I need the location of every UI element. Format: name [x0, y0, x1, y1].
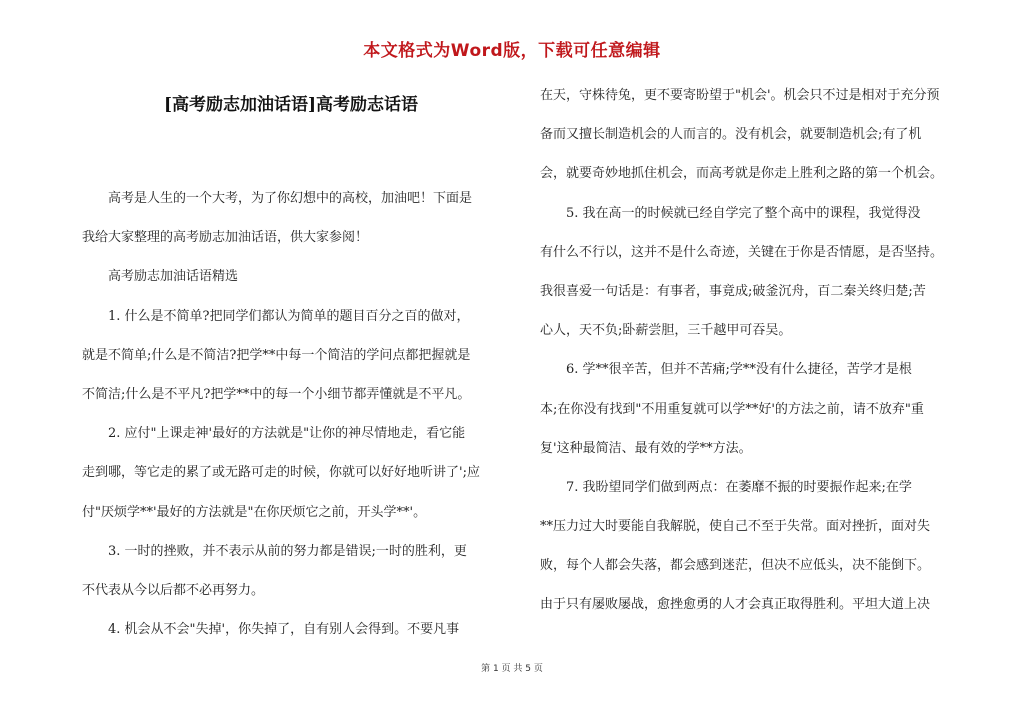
paragraph-line: 败，每个人都会失落，都会感到迷茫，但决不应低头，决不能倒下。	[540, 558, 931, 574]
paragraph-line: 由于只有屡败屡战，愈挫愈勇的人才会真正取得胜利。平坦大道上决	[540, 597, 931, 613]
left-column	[82, 179, 512, 649]
paragraph-line: 复'这种最简洁、最有效的学**方法。	[540, 440, 752, 456]
paragraph-line: 在天，守株待兔，更不要寄盼望于"机会'。机会只不过是相对于充分预	[540, 88, 940, 103]
paragraph-line: 4. 机会从不会"失掉'，你失掉了，自有别人会得到。不要凡事	[82, 622, 460, 638]
paragraph-line: 本;在你没有找到"不用重复就可以学**好'的方法之前，请不放弃"重	[540, 401, 924, 417]
document-title: [高考励志加油话语]高考励志话语	[163, 95, 419, 115]
paragraph-line: 有什么不行以，这并不是什么奇迹，关键在于你是否情愿，是否坚持。	[540, 244, 944, 260]
paragraph-line: 我很喜爱一句话是：有事者，事竟成;破釜沉舟，百二秦关终归楚;苦	[540, 283, 926, 299]
paragraph-line: 3. 一时的挫败，并不表示从前的努力都是错误;一时的胜利，更	[82, 543, 467, 559]
paragraph-line: 6. 学**很辛苦，但并不苦痛;学**没有什么捷径，苦学才是根	[540, 362, 912, 378]
paragraph-line: 付"厌烦学**'最好的方法就是"在你厌烦它之前，开头学**'。	[82, 504, 427, 520]
paragraph-line: 5. 我在高一的时候就已经自学完了整个高中的课程，我觉得没	[540, 205, 921, 221]
paragraph-line: 1. 什么是不简单?把同学们都认为简单的题目百分之百的做对，	[82, 308, 470, 324]
paragraph-line: 走到哪，等它走的累了或无路可走的时候，你就可以好好地听讲了';应	[82, 465, 480, 481]
paragraph-line: 2. 应付"上课走神'最好的方法就是"让你的神尽情地走，看它能	[82, 426, 466, 442]
paragraph-line: 不代表从今以后都不必再努力。	[82, 582, 265, 598]
paragraph-line: 心人，天不负;卧薪尝胆，三千越甲可吞吴。	[540, 323, 792, 339]
paragraph-line: 备而又擅长制造机会的人而言的。没有机会，就要制造机会;有了机	[540, 127, 922, 143]
section-heading: 高考励志加油话语精选	[82, 269, 239, 285]
paragraph-line: 我给大家整理的高考励志加油话语，供大家参阅！	[82, 230, 369, 246]
paragraph-line: 高考是人生的一个大考，为了你幻想中的高校，加油吧！下面是	[82, 191, 473, 206]
paragraph-line: 不简洁;什么是不平凡?把学**中的每一个小细节都弄懂就是不平凡。	[82, 386, 471, 402]
right-column	[540, 76, 970, 625]
page-number: 第 1 页 共 5 页	[481, 664, 543, 674]
paragraph-line: 会，就要奇妙地抓住机会，而高考就是你走上胜利之路的第一个机会。	[540, 166, 944, 182]
paragraph-line: 7. 我盼望同学们做到两点：在萎靡不振的时要振作起来;在学	[540, 479, 912, 495]
paragraph-line: 就是不简单;什么是不简洁?把学**中每一个简洁的学问点都把握就是	[82, 347, 471, 363]
document-banner: 本文格式为Word版，下载可任意编辑	[363, 41, 661, 61]
paragraph-line: **压力过大时要能自我解脱，使自己不至于失常。面对挫折，面对失	[540, 519, 931, 535]
